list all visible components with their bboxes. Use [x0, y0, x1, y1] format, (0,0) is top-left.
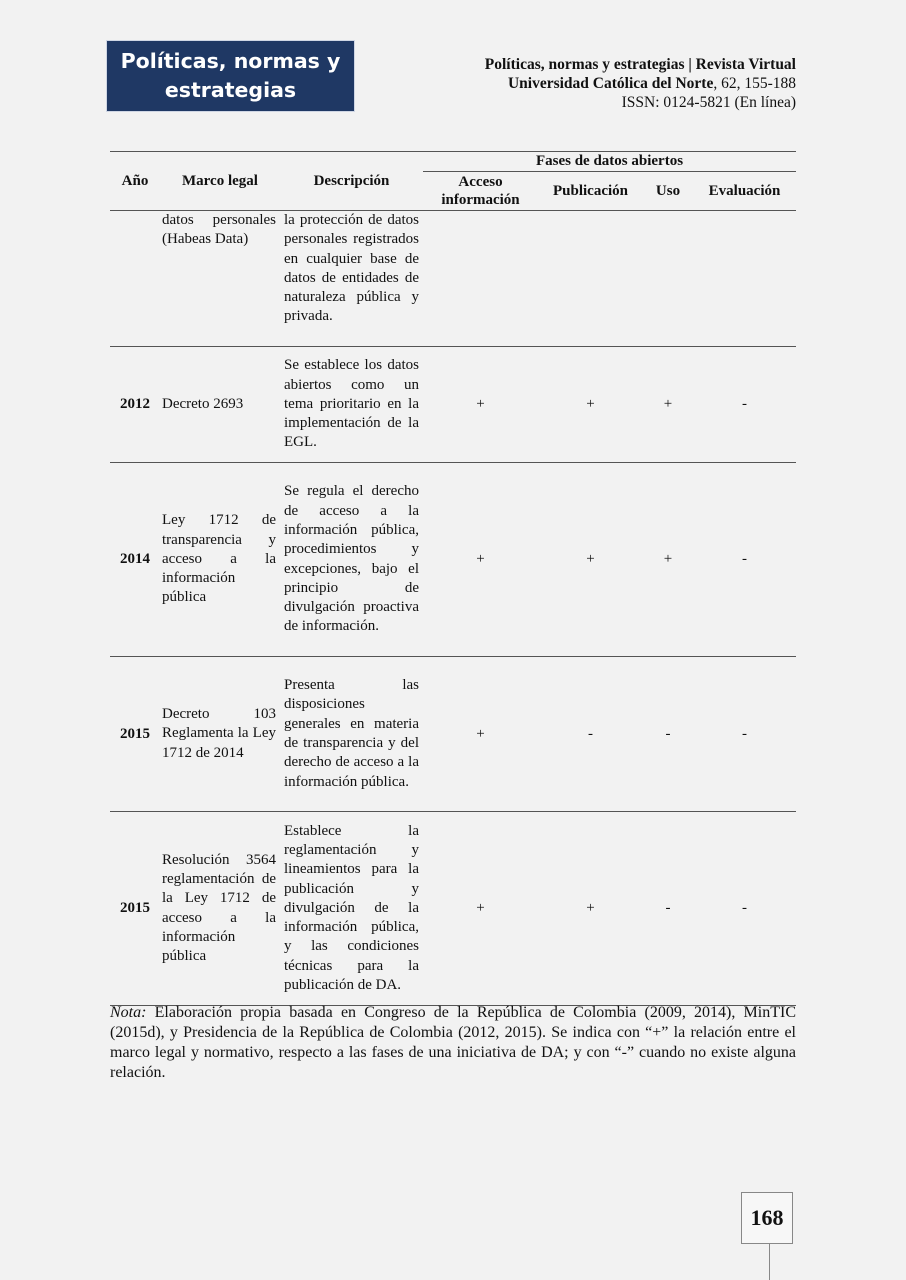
note-text: Elaboración propia basada en Congreso de la República de Colombia (2009, 2014), MinTIC (2015d), y Presidencia de la República de Colombia (2012, 2015). Se indica con “+” la relación entre el marco legal y normativo, respecto a las fases de una iniciativa de DA; y con “-” cuando no existe alguna relación. [110, 1004, 796, 1081]
row-publication: - [538, 657, 643, 812]
row-use: - [643, 657, 693, 812]
header-use: Uso [655, 182, 681, 199]
row-description: la protección de datos personales registrados en cualquier base de datos de entidades de naturaleza pública y privada. [284, 212, 419, 325]
table-row [110, 657, 796, 812]
journal-citation [485, 55, 796, 112]
row-legal: Ley 1712 de transparencia y acceso a la información pública [160, 463, 280, 657]
page-number-line [769, 1244, 770, 1280]
row-use: - [643, 812, 693, 1006]
table-row [110, 347, 796, 463]
row-description: Se regula el derecho de acceso a la información pública, procedimientos y excepciones, bajo el principio de divulgación proactiva de información. [280, 463, 423, 657]
journal-name: Universidad Católica del Norte [507, 75, 714, 92]
row-publication: + [538, 812, 643, 1006]
row-evaluation: - [693, 812, 796, 1006]
table-row [110, 463, 796, 657]
row-year: 2014 [110, 463, 160, 657]
row-publication: + [538, 347, 643, 463]
row-year: 2012 [110, 347, 160, 463]
row-description: Establece la reglamentación y lineamientos para la publicación y divulgación de la información pública, y las condiciones técnicas para la publicación de DA. [280, 812, 423, 1006]
row-description: Se establece los datos abiertos como un tema prioritario en la implementación de la EGL. [280, 347, 423, 463]
row-access: + [423, 347, 538, 463]
row-legal: Resolución 3564 reglamentación de la Ley 1712 de acceso a la información pública [160, 812, 280, 1006]
row-access: + [423, 463, 538, 657]
row-evaluation: - [693, 463, 796, 657]
row-legal: Decreto 103 Reglamenta la Ley 1712 de 2014 [160, 657, 280, 812]
journal-issn: ISSN: 0124-5821 (En línea) [621, 94, 796, 111]
row-evaluation: - [693, 347, 796, 463]
header-access: Acceso información [441, 174, 520, 208]
row-evaluation [693, 211, 796, 347]
table-row [110, 211, 796, 347]
row-year [110, 211, 160, 347]
row-publication [538, 211, 643, 347]
page-number: 168 [741, 1192, 793, 1244]
row-access: + [423, 657, 538, 812]
data-table-container [110, 151, 796, 1006]
row-legal: Decreto 2693 [160, 347, 280, 463]
header-legal: Marco legal [160, 152, 280, 211]
row-year: 2015 [110, 812, 160, 1006]
header-publication: Publicación [552, 182, 628, 199]
row-legal: datos personales (Habeas Data) [162, 212, 276, 248]
row-publication: + [538, 463, 643, 657]
table-row [110, 812, 796, 1006]
row-access [423, 211, 538, 347]
legal-framework-table [110, 151, 796, 1006]
note-label: Nota: [110, 1004, 147, 1021]
header-description: Descripción [280, 152, 423, 211]
badge-line-1: Políticas, normas y [120, 49, 341, 73]
journal-issue: , 62, 155-188 [713, 75, 796, 92]
header-evaluation: Evaluación [708, 182, 781, 199]
row-evaluation: - [693, 657, 796, 812]
section-badge [106, 40, 355, 112]
row-use: + [643, 347, 693, 463]
journal-line-1: Políticas, normas y estrategias | Revista Virtual [484, 56, 796, 73]
header-phases: Fases de datos abiertos [423, 152, 796, 172]
row-use [643, 211, 693, 347]
row-description: Presenta las disposiciones generales en materia de transparencia y del derecho de acceso a la información pública. [280, 657, 423, 812]
badge-line-2: estrategias [164, 78, 297, 102]
row-access: + [423, 812, 538, 1006]
header-year: Año [110, 152, 160, 211]
table-note [110, 1003, 796, 1083]
row-use: + [643, 463, 693, 657]
row-year: 2015 [110, 657, 160, 812]
